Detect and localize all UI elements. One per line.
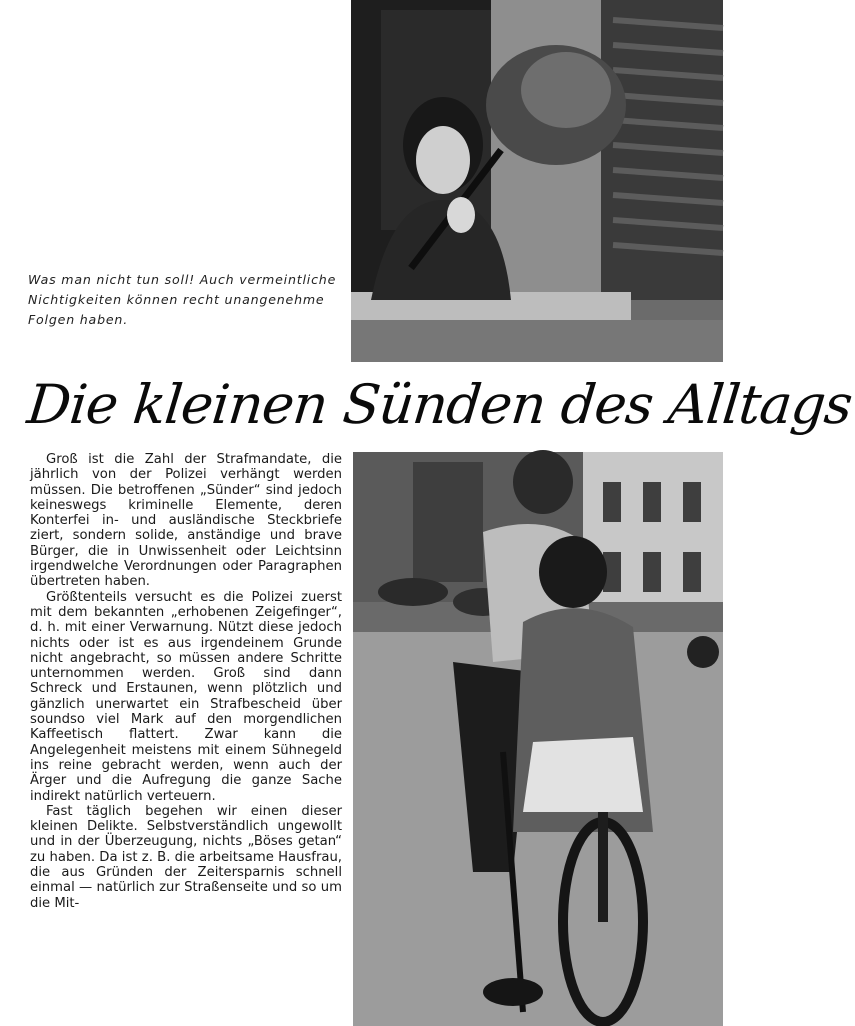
article-body [30,452,342,911]
article-paragraph: Groß ist die Zahl der Strafmandate, die jährlich von der Polizei verhängt werden müssen. Die betroffenen „Sünder“ sind jedoch keineswegs kriminelle Elemente, deren Konterfei in- und ausländische Steckbriefe ziert, sondern solide, anständige und brave Bürger, die in Unwissenheit oder Leichtsinn irgendwelche Verordnungen oder Paragraphen übertreten haben. [30,452,342,590]
photo-woman-at-window-image [351,0,723,362]
photo-children-on-bicycle [353,452,723,1026]
headline: Die kleinen Sünden des Alltags [24,373,855,436]
photo-children-on-bicycle-image [353,452,723,1026]
photo-woman-at-window [351,0,723,362]
article-paragraph: Größtenteils versucht es die Polizei zuerst mit dem bekannten „erhobenen Zeigefinger“, d. h. mit einer Verwarnung. Nützt diese jedoch nichts oder ist es aus irgendeinem Grunde nicht angebracht, so müssen andere Schritte unternommen werden. Groß sind dann Schreck und Erstaunen, wenn plötzlich und gänzlich unerwartet ein Strafbescheid über soundso viel Mark auf den morgendlichen Kaffeetisch flattert. Zwar kann die Angelegenheit meistens mit einem Sühnegeld ins reine gebracht werden, wenn auch der Ärger und die Aufregung die ganze Sache indirekt natürlich verteuern. [30,589,342,804]
photo-caption: Was man nicht tun soll! Auch vermeintliche Nichtigkeiten können recht unangenehme Folgen haben. [28,272,337,327]
article-paragraph: Fast täglich begehen wir einen dieser kleinen Delikte. Selbstverständlich ungewollt und in der Überzeugung, nichts „Böses getan“ zu haben. Da ist z. B. die arbeitsame Hausfrau, die aus Gründen der Zeitersparnis schnell einmal — natürlich zur Straßenseite und so um die Mit- [30,803,342,911]
